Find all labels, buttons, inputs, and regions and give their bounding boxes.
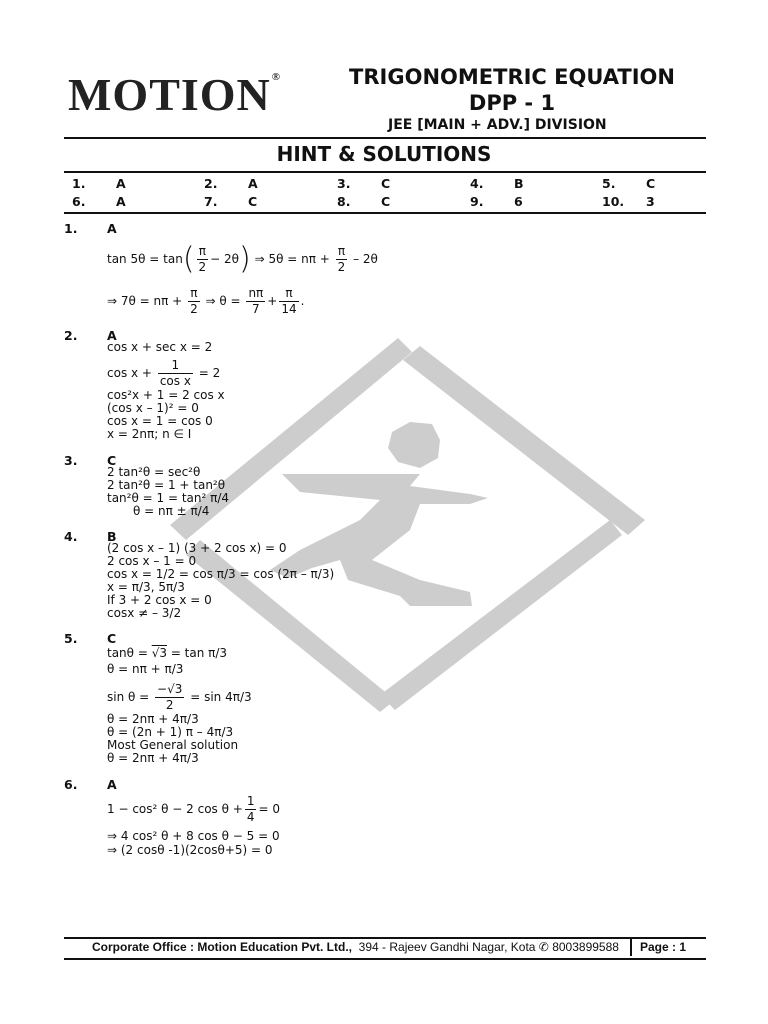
question-number: 3. (64, 453, 78, 468)
solution-line: 1 − cos² θ − 2 cos θ + $\frac{1}{4}$ = 0 (107, 794, 280, 824)
answer-key-num: 6. (72, 194, 86, 209)
solution-line: θ = nπ + π/3 (107, 662, 184, 676)
answer-key-num: 7. (204, 194, 218, 209)
answer-key-ans: C (381, 194, 391, 209)
answer-key-ans: C (646, 176, 656, 191)
answer-key-num: 3. (337, 176, 351, 191)
motion-logo: MOTION® (68, 69, 281, 120)
question-answer: A (107, 221, 117, 236)
answer-key-ans: A (248, 176, 258, 191)
solution-line: 2 tan²θ = 1 + tan²θ (107, 478, 226, 492)
answer-key-top-rule (64, 171, 706, 173)
answer-key-num: 1. (72, 176, 86, 191)
document-subtitle: DPP - 1 (468, 91, 556, 115)
solution-line: θ = (2n + 1) π – 4π/3 (107, 725, 234, 739)
solution-line: tan²θ = 1 = tan² π/4 (107, 491, 230, 505)
footer-address: 394 - Rajeev Gandhi Nagar, Kota (358, 940, 536, 954)
solution-line: ⇒ 7θ = nπ + $\frac{\pi}{2}$ ⇒ θ = $\frac{n\pi}{7}$ + $\frac{\pi}{14}$ . (107, 286, 305, 316)
answer-key-num: 10. (602, 194, 625, 209)
question-answer: C (107, 631, 117, 646)
answer-key-ans: C (248, 194, 258, 209)
answer-key-num: 5. (602, 176, 616, 191)
solution-line: θ = 2nπ + 4π/3 (107, 712, 199, 726)
question-answer: B (107, 529, 117, 544)
solution-line: cosx ≠ – 3/2 (107, 606, 182, 620)
answer-key-ans: A (116, 176, 126, 191)
solution-line: cos x + $\frac{1}{\text{cos x}}$ = 2 (107, 358, 221, 388)
footer-separator (630, 937, 632, 956)
solution-line: cos x = 1 = cos 0 (107, 414, 213, 428)
footer-phone: 8003899588 (552, 940, 619, 954)
phone-icon: ✆ (538, 940, 549, 954)
solution-line: θ = nπ ± π/4 (133, 504, 210, 518)
answer-key-num: 9. (470, 194, 484, 209)
answer-key-ans: A (116, 194, 126, 209)
question-number: 6. (64, 777, 78, 792)
solution-line: tanθ = √3 = tan π/3 (107, 646, 228, 660)
footer-office-label: Corporate Office : Motion Education Pvt. Ltd., (92, 940, 352, 954)
footer-office (92, 940, 619, 954)
solution-line: cos x + sec x = 2 (107, 340, 213, 354)
solution-line: x = 2nπ; n ∈ I (107, 427, 192, 441)
answer-key-ans: 3 (646, 194, 655, 209)
solution-line: ⇒ 4 cos² θ + 8 cos θ − 5 = 0 (107, 829, 280, 843)
section-title: HINT & SOLUTIONS (276, 142, 492, 166)
answer-key-num: 2. (204, 176, 218, 191)
question-number: 2. (64, 328, 78, 343)
question-number: 4. (64, 529, 78, 544)
answer-key-num: 8. (337, 194, 351, 209)
solution-line: cos²x + 1 = 2 cos x (107, 388, 225, 402)
question-number: 1. (64, 221, 78, 236)
question-answer: C (107, 453, 117, 468)
question-number: 5. (64, 631, 78, 646)
solution-line: (2 cos x – 1) (3 + 2 cos x) = 0 (107, 541, 287, 555)
question-answer: A (107, 777, 117, 792)
solution-line: (cos x – 1)² = 0 (107, 401, 199, 415)
solution-line: tan 5θ = tan( $\frac{\pi}{2}$ − 2θ) ⇒ 5θ = nπ + $\frac{\pi}{2}$ – 2θ (107, 241, 378, 277)
header-rule (64, 137, 706, 139)
solution-line: sin θ = $\frac{-√3}{2}$ = sin 4π/3 (107, 682, 252, 712)
solution-line: cos x = 1/2 = cos π/3 = cos (2π – π/3) (107, 567, 335, 581)
answer-key-ans: 6 (514, 194, 523, 209)
answer-key-ans: C (381, 176, 391, 191)
solution-line: Most General solution (107, 738, 239, 752)
page-number: Page : 1 (640, 940, 687, 954)
answer-key-ans: B (514, 176, 524, 191)
solution-line: If 3 + 2 cos x = 0 (107, 593, 212, 607)
division-label: JEE [MAIN + ADV.] DIVISION (388, 117, 607, 133)
document-title: TRIGONOMETRIC EQUATION (349, 65, 675, 89)
solution-line: ⇒ (2 cosθ -1)(2cosθ+5) = 0 (107, 843, 273, 857)
document-title-block (322, 64, 702, 116)
solution-line: 2 cos x – 1 = 0 (107, 554, 197, 568)
answer-key-num: 4. (470, 176, 484, 191)
solution-line: 2 tan²θ = sec²θ (107, 465, 201, 479)
solution-line: θ = 2nπ + 4π/3 (107, 751, 199, 765)
answer-key-bottom-rule (64, 212, 706, 214)
solution-line: x = π/3, 5π/3 (107, 580, 185, 594)
question-answer: A (107, 328, 117, 343)
